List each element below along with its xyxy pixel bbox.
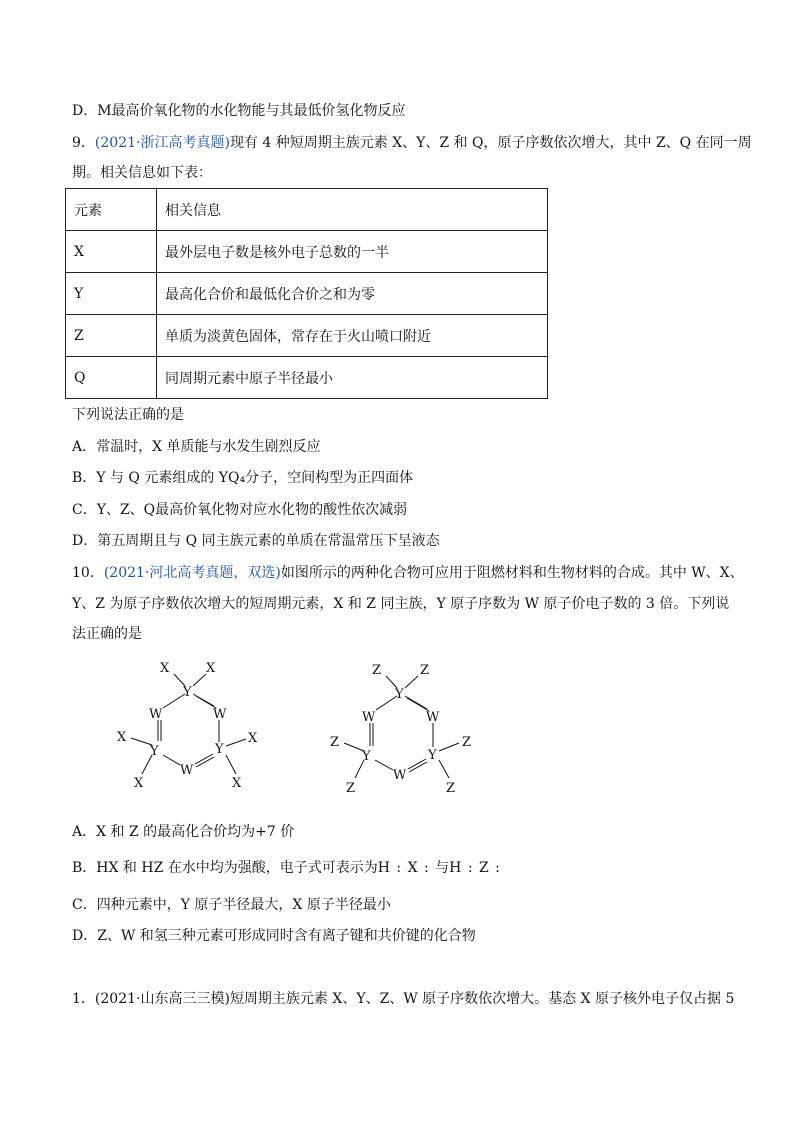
right-w-label: W bbox=[362, 710, 376, 725]
right-z-label: Z bbox=[446, 781, 456, 796]
table-header-row bbox=[66, 189, 548, 231]
left-ring-structure bbox=[117, 661, 258, 791]
electron-formula-hz: H : Z : bbox=[449, 860, 501, 876]
question-10-line2: Y、Z 为原子序数依次增大的短周期元素，X 和 Z 同主族，Y 原子序数为 W 原子价电子数的 3 倍。下列说 bbox=[72, 596, 730, 612]
left-x-label: X bbox=[206, 661, 216, 676]
right-z-label: Z bbox=[346, 781, 356, 796]
electron-formula-hx: H : X : bbox=[377, 860, 436, 876]
table-row bbox=[66, 315, 548, 357]
right-z-label: Z bbox=[462, 735, 472, 750]
question-10-option-c: C．四种元素中，Y 原子半径最大，X 原子半径最小 bbox=[72, 897, 391, 913]
right-z-label: Z bbox=[420, 663, 430, 678]
left-x-label: X bbox=[248, 731, 258, 746]
question-9-option-c: C．Y、Z、Q最高价氧化物对应水化物的酸性依次减弱 bbox=[72, 502, 408, 518]
table-cell-element: X bbox=[66, 231, 157, 273]
question-9-option-a: A．常温时，X 单质能与水发生剧烈反应 bbox=[72, 439, 321, 455]
question-10-source: (2021·河北高考真题，双选) bbox=[103, 565, 281, 581]
table-header-info: 相关信息 bbox=[157, 189, 548, 231]
right-ring-structure bbox=[330, 663, 471, 796]
question-10-option-a: A．X 和 Z 的最高化合价均为+7 价 bbox=[72, 824, 295, 840]
question-1-number: 1． bbox=[72, 991, 95, 1007]
table-row bbox=[66, 357, 548, 399]
ring-structures-figure bbox=[100, 650, 500, 800]
option-d-previous: D．M最高价氧化物的水化物能与其最低价氢化物反应 bbox=[72, 103, 406, 119]
question-9-line1 bbox=[72, 133, 752, 153]
left-w-label: W bbox=[213, 707, 227, 722]
table-header-element: 元素 bbox=[66, 189, 157, 231]
left-w-label: W bbox=[149, 707, 163, 722]
left-x-label: X bbox=[134, 776, 144, 791]
right-z-label: Z bbox=[372, 663, 382, 678]
option-b-text: B．HX 和 HZ 在水中均为强酸，电子式可表示为 bbox=[72, 860, 378, 876]
right-y-label: Y bbox=[362, 749, 371, 764]
table-cell-info: 最外层电子数是核外电子总数的一半 bbox=[157, 231, 548, 273]
table-cell-element: Q bbox=[66, 357, 157, 399]
question-10-option-d: D．Z、W 和氢三种元素可形成同时含有离子键和共价键的化合物 bbox=[72, 928, 476, 944]
table-cell-element: Z bbox=[66, 315, 157, 357]
table-cell-info: 同周期元素中原子半径最小 bbox=[157, 357, 548, 399]
question-9-number: 9． bbox=[72, 135, 95, 151]
right-y-label: Y bbox=[428, 748, 437, 763]
left-x-label: X bbox=[117, 730, 127, 745]
question-10-number: 10． bbox=[72, 565, 104, 581]
question-1-line1 bbox=[72, 989, 734, 1009]
left-y-label: Y bbox=[183, 685, 192, 700]
table-cell-info: 单质为淡黄色固体，常存在于火山喷口附近 bbox=[157, 315, 548, 357]
question-9-source: (2021·浙江高考真题) bbox=[94, 135, 230, 151]
question-9-option-b: B．Y 与 Q 元素组成的 YQ₄分子，空间构型为正四面体 bbox=[72, 470, 414, 486]
left-y-label: Y bbox=[150, 744, 159, 759]
table-row bbox=[66, 273, 548, 315]
left-y-label: Y bbox=[215, 742, 224, 757]
table-row bbox=[66, 231, 548, 273]
question-9-option-d: D．第五周期且与 Q 同主族元素的单质在常温常压下呈液态 bbox=[72, 533, 440, 549]
question-10-line3: 法正确的是 bbox=[72, 626, 142, 642]
left-w-label: W bbox=[180, 763, 194, 778]
element-info-table bbox=[65, 188, 548, 399]
table-cell-info: 最高化合价和最低化合价之和为零 bbox=[157, 273, 548, 315]
table-cell-element: Y bbox=[66, 273, 157, 315]
question-9-line2: 期。相关信息如下表： bbox=[72, 165, 212, 181]
question-1-source: (2021·山东高三三模) bbox=[94, 991, 230, 1007]
left-x-label: X bbox=[232, 776, 242, 791]
question-10-text: 如图所示的两种化合物可应用于阻燃材料和生物材料的合成。其中 W、X、 bbox=[280, 565, 744, 581]
question-10-line1 bbox=[72, 563, 744, 583]
option-b-and: 与 bbox=[435, 860, 450, 876]
right-z-label: Z bbox=[330, 735, 340, 750]
right-w-label: W bbox=[426, 710, 440, 725]
right-y-label: Y bbox=[395, 687, 404, 702]
left-x-label: X bbox=[160, 661, 170, 676]
question-9-stem: 下列说法正确的是 bbox=[72, 407, 184, 423]
right-w-label: W bbox=[393, 768, 407, 783]
question-1-text: 短周期主族元素 X、Y、Z、W 原子序数依次增大。基态 X 原子核外电子仅占据 5 bbox=[229, 991, 735, 1007]
question-9-text: 现有 4 种短周期主族元素 X、Y、Z 和 Q，原子序数依次增大，其中 Z、Q 在同一周 bbox=[229, 135, 752, 151]
question-10-option-b bbox=[72, 858, 501, 878]
